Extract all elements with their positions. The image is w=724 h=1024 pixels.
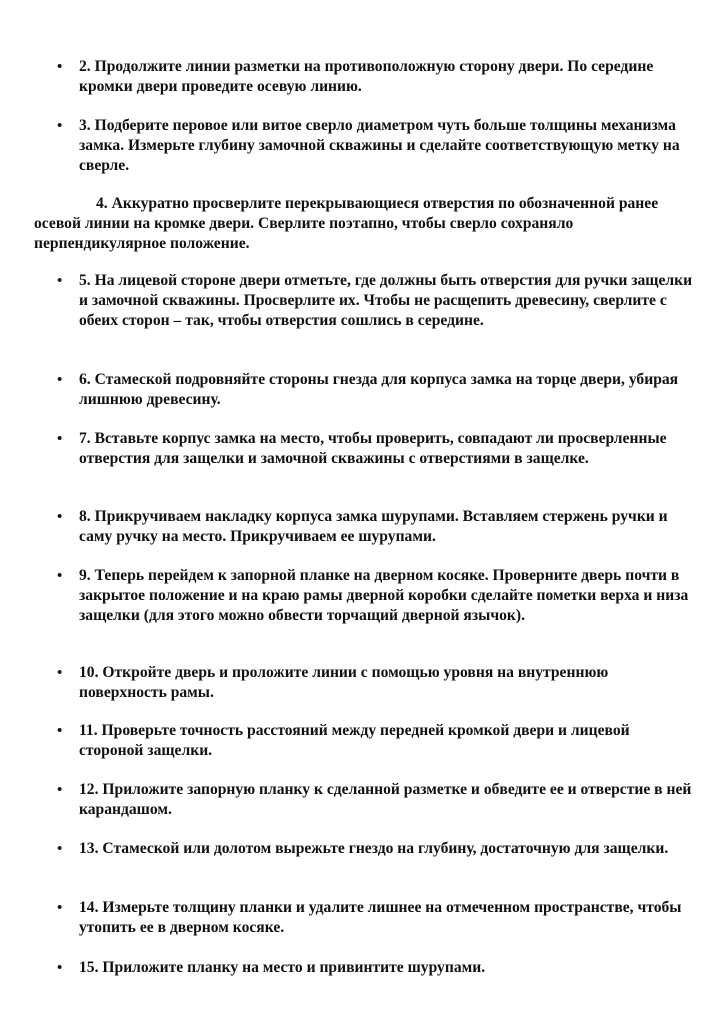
step-text: 10. Откройте дверь и проложите линии с помощью уровня на внутреннюю поверхность рамы.: [79, 664, 609, 701]
list-item-step-12: [57, 780, 695, 820]
list-item-step-7: [57, 429, 695, 469]
bullet-icon: •: [57, 372, 63, 388]
bullet-icon: •: [57, 723, 63, 739]
list-item-step-10: [57, 663, 695, 703]
bullet-icon: •: [57, 960, 63, 976]
step-text: 12. Приложите запорную планку к сделанной разметке и обведите ее и отверстие в ней карандашом.: [79, 781, 692, 818]
list-item-step-3: [57, 116, 695, 176]
list-item-step-13: [57, 839, 695, 859]
bullet-icon: •: [57, 900, 63, 916]
bullet-icon: •: [57, 273, 63, 289]
bullet-icon: •: [57, 782, 63, 798]
list-item-step-8: [57, 507, 695, 547]
step-text: 2. Продолжите линии разметки на противоположную сторону двери. По середине кромки двери проведите осевую линию.: [79, 58, 654, 95]
step-text: 6. Стамеской подровняйте стороны гнезда для корпуса замка на торце двери, убирая лишнюю древесину.: [79, 371, 679, 408]
step-text: 5. На лицевой стороне двери отметьте, где должны быть отверстия для ручки защелки и замочной скважины. Просверлите их. Чтобы не расщепить древесину, сверлите с обеих сторон – так, чтобы отверстия сошлись в середине.: [79, 272, 693, 329]
step-text: 14. Измерьте толщину планки и удалите лишнее на отмеченном пространстве, чтобы утопить ее в дверном косяке.: [79, 899, 682, 936]
bullet-icon: •: [57, 59, 63, 75]
list-item-step-14: [57, 898, 695, 938]
list-item-step-6: [57, 370, 695, 410]
step-text: 9. Теперь перейдем к запорной планке на дверном косяке. Проверните дверь почти в закрытое положение и на краю рамы дверной коробки сделайте пометки верха и низа защелки (для этого можно обвести торчащий дверной язычок).: [79, 567, 689, 624]
paragraph-step-4: [34, 194, 694, 254]
bullet-icon: •: [57, 509, 63, 525]
step-text: 3. Подберите перовое или витое сверло диаметром чуть больше толщины механизма замка. Измерьте глубину замочной скважины и сделайте соответствующую метку на сверле.: [79, 117, 680, 174]
bullet-icon: •: [57, 841, 63, 857]
step-text: 13. Стамеской или долотом вырежьте гнездо на глубину, достаточную для защелки.: [79, 840, 669, 857]
bullet-icon: •: [57, 665, 63, 681]
step-text: 8. Прикручиваем накладку корпуса замка шурупами. Вставляем стержень ручки и саму ручку на место. Прикручиваем ее шурупами.: [79, 508, 668, 545]
list-item-step-15: [57, 958, 695, 978]
step-text: 4. Аккуратно просверлите перекрывающиеся отверстия по обозначенной ранее осевой линии на кромке двери. Сверлите поэтапно, чтобы сверло сохраняло перпендикулярное положение.: [34, 195, 659, 252]
bullet-icon: •: [57, 431, 63, 447]
bullet-icon: •: [57, 568, 63, 584]
list-item-step-5: [57, 271, 695, 331]
step-text: 7. Вставьте корпус замка на место, чтобы проверить, совпадают ли просверленные отверстия для защелки и замочной скважины с отверстиями в защелке.: [79, 430, 667, 467]
list-item-step-11: [57, 721, 695, 761]
bullet-icon: •: [57, 118, 63, 134]
list-item-step-2: [57, 57, 695, 97]
step-text: 15. Приложите планку на место и привинтите шурупами.: [79, 959, 486, 976]
list-item-step-9: [57, 566, 695, 626]
step-text: 11. Проверьте точность расстояний между передней кромкой двери и лицевой стороной защелки.: [79, 722, 630, 759]
